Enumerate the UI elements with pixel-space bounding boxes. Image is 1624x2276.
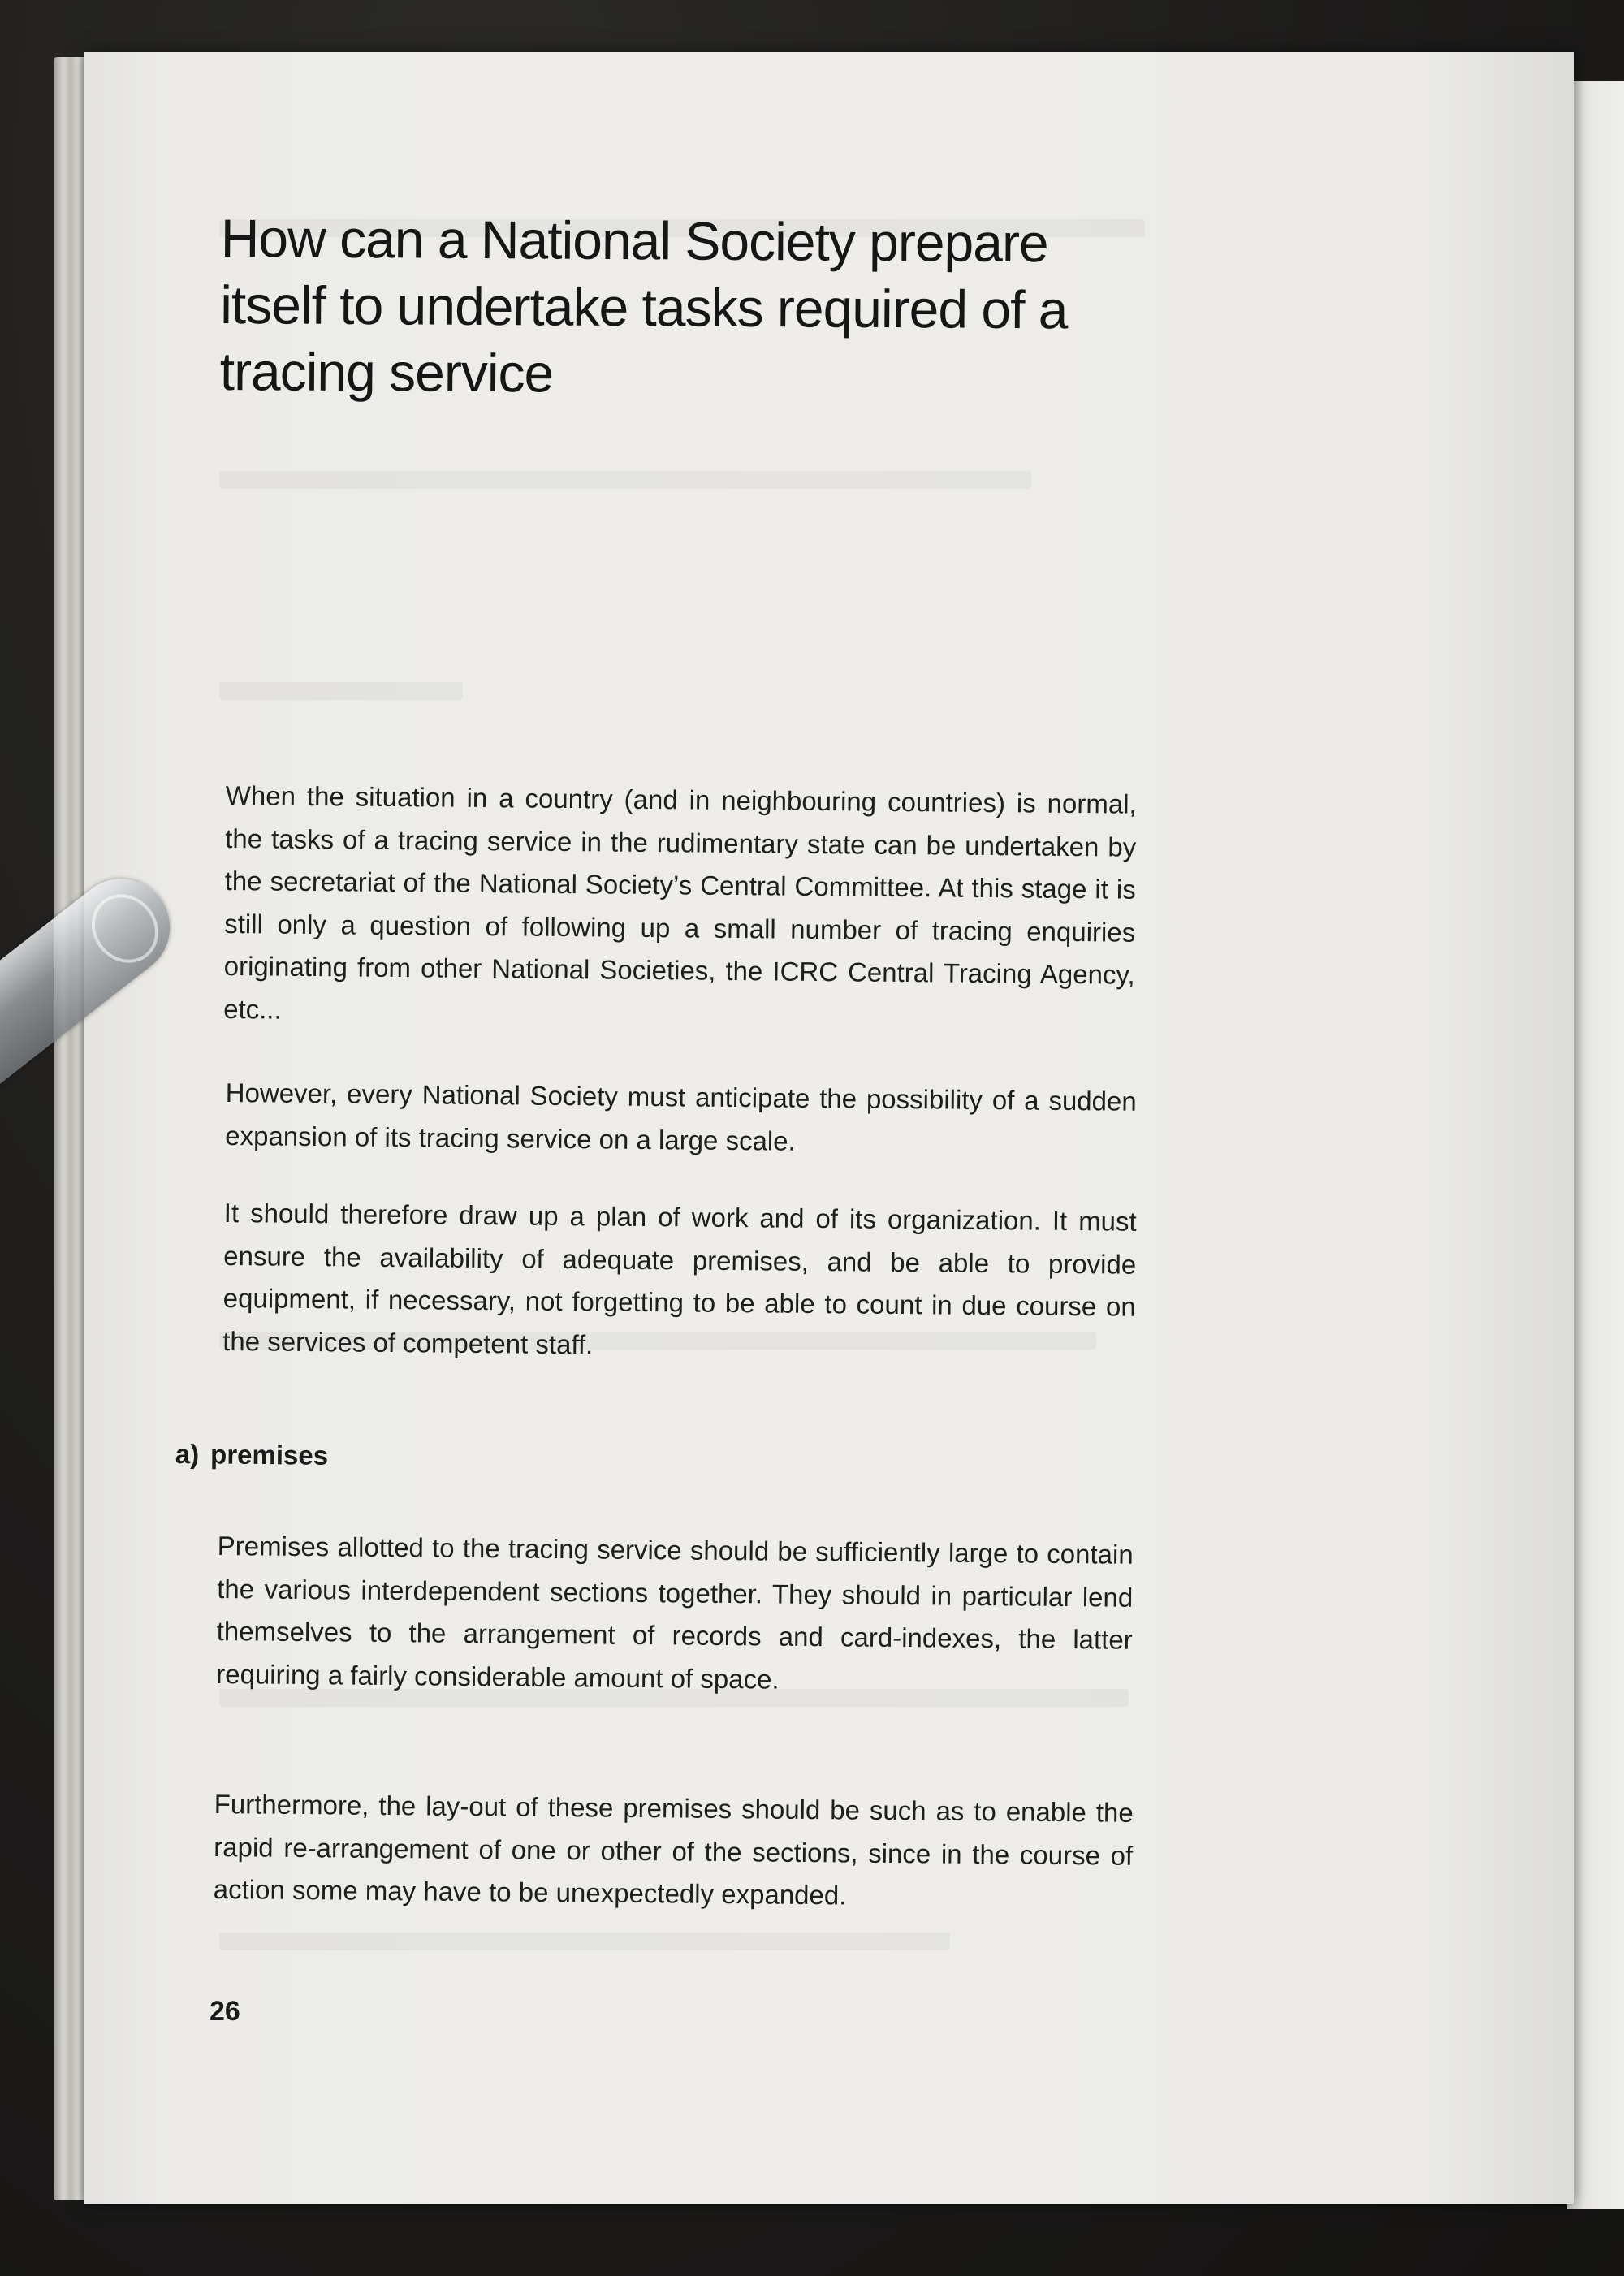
page-title: How can a National Society prepare itself to undertake tasks required of a tracing service xyxy=(219,207,1068,404)
body-paragraph: It should therefore draw up a plan of work and of its organization. It must ensure the availability of adequate premises, and be able to provide equipment, if necessary, not forgetting to be able to count in due course on the services of competent staff. xyxy=(222,1197,1137,1359)
section-label: premises xyxy=(209,1439,329,1471)
section-heading xyxy=(175,1439,329,1471)
section-marker: a) xyxy=(175,1439,200,1470)
body-paragraph: When the situation in a country (and in neighbouring countries) is normal, the tasks of a tracing service in the rudimentary state can be undertaken by the secretariat of the National Society’s Central Committee. At this stage it is still only a question of following up a small number of tracing enquiries originating from other National Societies, the ICRC Central Tracing Agency, etc... xyxy=(223,780,1137,1025)
body-paragraph: However, every National Society must anticipate the possibility of a sudden expansion of its tracing service on a large scale. xyxy=(225,1077,1137,1156)
page-number: 26 xyxy=(209,1996,240,2027)
section-paragraph: Furthermore, the lay-out of these premises should be such as to enable the rapid re-arrangement of one or other of the sections, since in the course of action some may have to be unexpectedly expanded. xyxy=(213,1788,1134,1911)
section-paragraph: Premises allotted to the tracing service should be sufficiently large to contain the various interdependent sections together. They should in particular lend themselves to the arrangement of records and card-indexes, the latter requiring a fairly considerable amount of space. xyxy=(216,1530,1134,1695)
